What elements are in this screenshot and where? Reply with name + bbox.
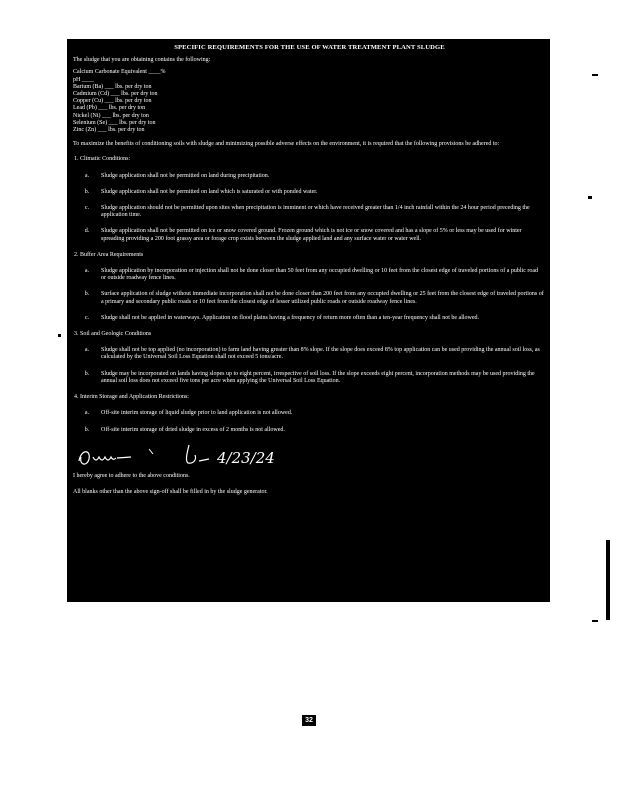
- list-item: [73, 189, 546, 196]
- list-item: [73, 205, 546, 219]
- scan-mark: [592, 74, 598, 76]
- item-text: Surface application of sludge without immediate incorporation shall not be done closer than 200 feet from any occupied dwelling or 25 feet from the closest edge of traveled portions of a primary and secondary public roads or 10 feet from the closest edge of lesser utilized public roads or outside roadway fence lines.: [101, 291, 544, 305]
- scan-mark: [58, 334, 61, 337]
- item-letter: c.: [84, 314, 90, 321]
- item-letter: d.: [84, 228, 90, 235]
- intro-text: The sludge that you are obtaining contains the following:: [73, 57, 211, 64]
- item-text: Sludge application shall not be permitted on ice or snow covered ground. Frozen ground which is not ice or snow covered and has a slope of 5% or less may be used for winter spreading providing a 200 foot grassy area or forage crop exists between the sludge applied land and any surface water or water well.: [101, 228, 522, 242]
- metal-line: Copper (Cu) ___ lbs. per dry ton: [73, 98, 152, 105]
- metal-line: Cadmium (Cd) ___ lbs. per dry ton: [73, 91, 158, 98]
- list-item: [73, 347, 546, 361]
- signature-date: 4/23/24: [217, 448, 275, 467]
- item-text: Sludge application by incorporation or injection shall not be done closer than 50 feet from any occupied dwelling or 10 feet from the closest edge of traveled portions of a public road or outside roadway fence lines.: [101, 268, 539, 282]
- page-number: 32: [302, 715, 316, 726]
- item-letter: b.: [84, 426, 90, 433]
- metal-line: Calcium Carbonate Equivalent ____%: [73, 69, 166, 76]
- signature-area: [73, 443, 546, 471]
- scan-mark: [588, 196, 592, 199]
- item-letter: a.: [84, 347, 90, 354]
- metals-list: [73, 69, 546, 134]
- item-letter: b.: [84, 188, 90, 195]
- item-letter: a.: [84, 268, 90, 275]
- item-letter: b.: [84, 291, 90, 298]
- scan-mark: [592, 620, 598, 622]
- section-title-storage: 4. Interim Storage and Application Restrictions:: [74, 394, 189, 401]
- item-text: Sludge application shall not be permitted on land during precipitation.: [101, 172, 270, 179]
- document-title: SPECIFIC REQUIREMENTS FOR THE USE OF WATER TREATMENT PLANT SLUDGE: [174, 44, 445, 51]
- item-letter: c.: [84, 205, 90, 212]
- item-text: Off-site interim storage of dried sludge in excess of 2 months is not allowed.: [101, 426, 285, 433]
- item-letter: a.: [84, 410, 90, 417]
- item-text: Sludge application should not be permitted upon sites when precipitation is imminent or which have received greater than 1/4 inch rainfall within the 24 hour period preceding the application time.: [101, 205, 530, 219]
- metal-line: pH ____: [73, 76, 94, 83]
- agree-text: I hereby agree to adhere to the above conditions.: [73, 472, 190, 479]
- list-item: [73, 315, 546, 322]
- signature-image: [77, 443, 297, 471]
- metal-line: Barium (Ba) ___ lbs. per dry ton: [73, 83, 152, 90]
- section-title-buffer: 2. Buffer Area Requirements: [74, 251, 144, 258]
- scan-edge-bar: [606, 540, 610, 620]
- list-item: [73, 410, 546, 417]
- item-text: Sludge shall not be applied in waterways. Application on flood plains having a frequency of return more often than a ten-year frequency shall not be allowed.: [101, 314, 480, 321]
- list-item: [73, 427, 546, 434]
- item-text: Off-site interim storage of liquid sludge prior to land application is not allowed.: [101, 410, 293, 417]
- blanks-note: All blanks other than the above sign-off shall be filled in by the sludge generator.: [73, 488, 268, 495]
- item-letter: b.: [84, 370, 90, 377]
- item-text: Sludge shall not be top applied (no incorporation) to farm land having greater than 8% slope. If the slope does exceed 8% top application can be used providing the annual soil loss, as calculated by the Universal Soil Loss Equation shall not exceed 5 tons/acre.: [101, 347, 540, 361]
- metal-line: Nickel (Ni) ___ lbs. per dry ton: [73, 112, 149, 119]
- section-title-soil: 3. Soil and Geologic Conditions: [74, 331, 152, 338]
- section-title-climatic: 1. Climatic Conditions:: [74, 156, 131, 163]
- list-item: [73, 173, 546, 180]
- item-letter: a.: [84, 172, 90, 179]
- list-item: [73, 228, 546, 242]
- item-text: Sludge may be incorporated on lands having slopes up to eight percent, irrespective of soil loss. If the slope exceeds eight percent, incorporation methods may be used providing the annual soil loss does not exceed five tons per acre when applying the Universal Soil Loss Equation.: [101, 370, 535, 384]
- maximize-text: To maximize the benefits of conditioning soils with sludge and minimizing possible adverse effects on the environment, it is required that the following provisions be adhered to:: [73, 141, 500, 148]
- list-item: [73, 268, 546, 282]
- metal-line: Zinc (Zn) ___ lbs. per dry ton: [73, 127, 145, 134]
- document-panel: [67, 39, 550, 602]
- list-item: [73, 291, 546, 305]
- metal-line: Lead (Pb) ___ lbs. per dry ton: [73, 105, 146, 112]
- list-item: [73, 371, 546, 385]
- metal-line: Selenium (Se) ___ lbs. per dry ton: [73, 119, 156, 126]
- item-text: Sludge application shall not be permitted on land which is saturated or with ponded water.: [101, 188, 318, 195]
